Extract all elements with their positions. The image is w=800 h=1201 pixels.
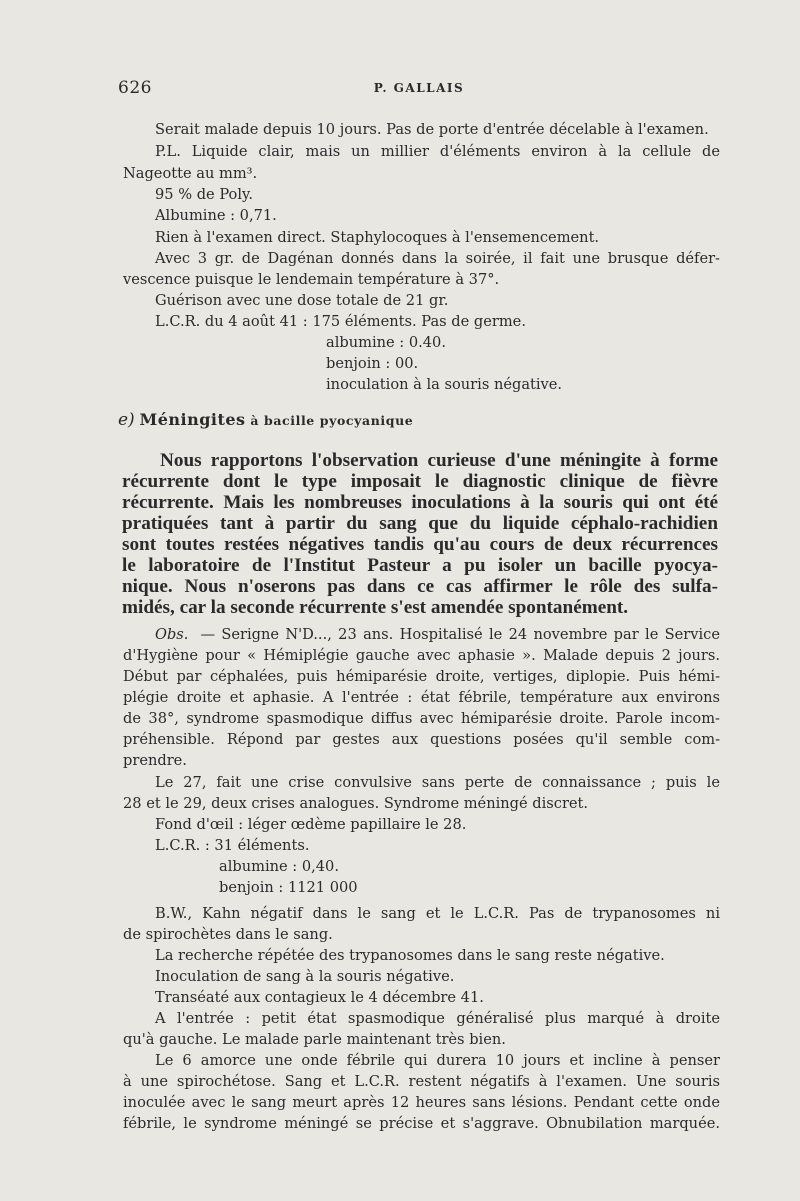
text-line: inoculée avec le sang meurt après 12 heures sans lésions. Pendant cette onde bbox=[123, 1094, 720, 1111]
text-line: plégie droite et aphasie. A l'entrée : état fébrile, température aux environs bbox=[123, 689, 720, 706]
page-number: 626 bbox=[118, 78, 152, 98]
section-heading bbox=[118, 410, 413, 430]
section-letter: e) bbox=[118, 410, 135, 430]
text-line: d'Hygiène pour « Hémiplégie gauche avec aphasie ». Malade depuis 2 jours. bbox=[123, 647, 720, 664]
text-line: Serait malade depuis 10 jours. Pas de porte d'entrée décelable à l'examen. bbox=[155, 121, 709, 138]
bold-paragraph-line: récurrente dont le type imposait le diagnostic clinique de fièvre bbox=[122, 471, 718, 492]
text-line: Inoculation de sang à la souris négative. bbox=[155, 968, 455, 985]
text-line: Avec 3 gr. de Dagénan donnés dans la soirée, il fait une brusque défer- bbox=[155, 250, 720, 267]
bold-paragraph-line: midés, car la seconde récurrente s'est amendée spontanément. bbox=[122, 597, 629, 618]
observation-first-line bbox=[155, 625, 720, 645]
text-line: B.W., Kahn négatif dans le sang et le L.C.R. Pas de trypanosomes ni bbox=[155, 905, 720, 922]
section-title-main: Méningites bbox=[139, 410, 246, 429]
text-line: albumine : 0,40. bbox=[219, 858, 339, 875]
text-line: Nageotte au mm³. bbox=[123, 165, 258, 182]
section-title-rest: à bacille pyocyanique bbox=[250, 413, 414, 428]
text-line: Début par céphalées, puis hémiparésie droite, vertiges, diplopie. Puis hémi- bbox=[123, 668, 720, 685]
text-line: Le 27, fait une crise convulsive sans perte de connaissance ; puis le bbox=[155, 774, 720, 791]
text-line: de 38°, syndrome spasmodique diffus avec hémiparésie droite. Parole incom- bbox=[123, 710, 720, 727]
running-header bbox=[118, 78, 720, 102]
text-line: 28 et le 29, deux crises analogues. Syndrome méningé discret. bbox=[123, 795, 589, 812]
text-line: prendre. bbox=[123, 752, 187, 769]
text-line: Albumine : 0,71. bbox=[155, 207, 277, 224]
text-line: La recherche répétée des trypanosomes dans le sang reste négative. bbox=[155, 947, 665, 964]
text-line: L.C.R. : 31 éléments. bbox=[155, 837, 310, 854]
text-line: Rien à l'examen direct. Staphylocoques à l'ensemencement. bbox=[155, 229, 600, 246]
text-line: — Serigne N'D..., 23 ans. Hospitalisé le 24 novembre par le Service bbox=[200, 626, 720, 643]
text-line: Transéaté aux contagieux le 4 décembre 41. bbox=[155, 989, 484, 1006]
text-line: vescence puisque le lendemain température à 37°. bbox=[123, 271, 500, 288]
text-line: A l'entrée : petit état spasmodique généralisé plus marqué à droite bbox=[155, 1010, 720, 1027]
text-line: L.C.R. du 4 août 41 : 175 éléments. Pas de germe. bbox=[155, 313, 526, 330]
running-author: P. GALLAIS bbox=[373, 81, 465, 95]
text-line: benjoin : 1121 000 bbox=[219, 879, 358, 896]
text-line: qu'à gauche. Le malade parle maintenant très bien. bbox=[123, 1031, 506, 1048]
bold-paragraph-line: sont toutes restées négatives tandis qu'au cours de deux récurrences bbox=[122, 534, 718, 555]
text-line: inoculation à la souris négative. bbox=[326, 376, 563, 393]
bold-paragraph-line: Nous rapportons l'observation curieuse d'une méningite à forme bbox=[160, 450, 718, 471]
text-line: P.L. Liquide clair, mais un millier d'éléments environ à la cellule de bbox=[155, 143, 720, 160]
observation-label: Obs. bbox=[155, 626, 189, 643]
text-line: Le 6 amorce une onde fébrile qui durera 10 jours et incline à penser bbox=[155, 1052, 720, 1069]
text-line: benjoin : 00. bbox=[326, 355, 419, 372]
text-line: de spirochètes dans le sang. bbox=[123, 926, 333, 943]
bold-paragraph-line: le laboratoire de l'Institut Pasteur a pu isoler un bacille pyocya- bbox=[122, 555, 718, 576]
bold-paragraph-line: nique. Nous n'oserons pas dans ce cas affirmer le rôle des sulfa- bbox=[122, 576, 718, 597]
text-line: à une spirochétose. Sang et L.C.R. restent négatifs à l'examen. Une souris bbox=[123, 1073, 720, 1090]
text-line: albumine : 0.40. bbox=[326, 334, 446, 351]
text-line: Fond d'œil : léger œdème papillaire le 28. bbox=[155, 816, 467, 833]
bold-paragraph-line: pratiquées tant à partir du sang que du liquide céphalo-rachidien bbox=[122, 513, 718, 534]
text-line: fébrile, le syndrome méningé se précise et s'aggrave. Obnubilation marquée. bbox=[123, 1115, 720, 1132]
bold-paragraph-line: récurrente. Mais les nombreuses inoculations à la souris qui ont été bbox=[122, 492, 718, 513]
text-line: Guérison avec une dose totale de 21 gr. bbox=[155, 292, 449, 309]
text-line: préhensible. Répond par gestes aux questions posées qu'il semble com- bbox=[123, 731, 720, 748]
text-line: 95 % de Poly. bbox=[155, 186, 253, 203]
